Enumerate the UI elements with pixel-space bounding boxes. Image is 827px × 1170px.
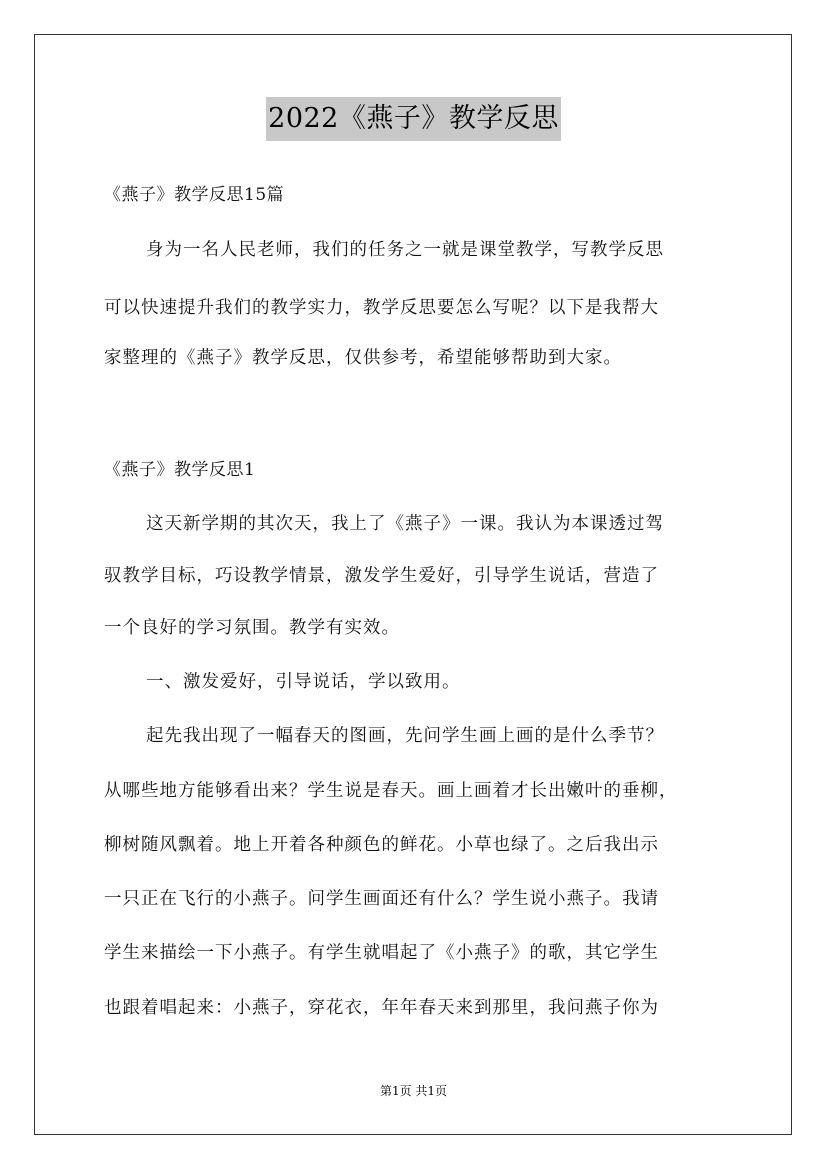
body-line: 一只正在飞行的小燕子。问学生画面还有什么？学生说小燕子。我请 <box>104 889 659 909</box>
intro-line: 可以快速提升我们的教学实力，教学反思要怎么写呢？以下是我帮大 <box>104 298 659 318</box>
body-line: 这天新学期的其次天，我上了《燕子》一课。我认为本课透过驾 <box>146 514 664 534</box>
subtitle: 《燕子》教学反思15篇 <box>104 185 285 205</box>
intro-line: 家整理的《燕子》教学反思，仅供参考，希望能够帮助到大家。 <box>104 348 622 368</box>
body-line: 一、激发爱好，引导说话，学以致用。 <box>146 672 461 692</box>
body-line: 也跟着唱起来：小燕子，穿花衣，年年春天来到那里，我问燕子你为 <box>104 998 659 1018</box>
document-title: 2022《燕子》教学反思 <box>266 97 561 141</box>
title-container <box>0 97 827 141</box>
page-footer: 第1页 共1页 <box>379 1084 448 1098</box>
body-line: 驭教学目标，巧设教学情景，激发学生爱好，引导学生说话，营造了 <box>104 566 659 586</box>
body-line: 起先我出现了一幅春天的图画，先问学生画上画的是什么季节？ <box>146 726 664 746</box>
intro-line: 身为一名人民老师，我们的任务之一就是课堂教学，写教学反思 <box>146 240 664 260</box>
body-line: 从哪些地方能够看出来？学生说是春天。画上画着才长出嫩叶的垂柳， <box>104 781 678 801</box>
body-line: 柳树随风飘着。地上开着各种颜色的鲜花。小草也绿了。之后我出示 <box>104 835 659 855</box>
body-line: 学生来描绘一下小燕子。有学生就唱起了《小燕子》的歌，其它学生 <box>104 943 659 963</box>
body-line: 一个良好的学习氛围。教学有实效。 <box>104 618 400 638</box>
section-heading: 《燕子》教学反思1 <box>104 460 256 480</box>
